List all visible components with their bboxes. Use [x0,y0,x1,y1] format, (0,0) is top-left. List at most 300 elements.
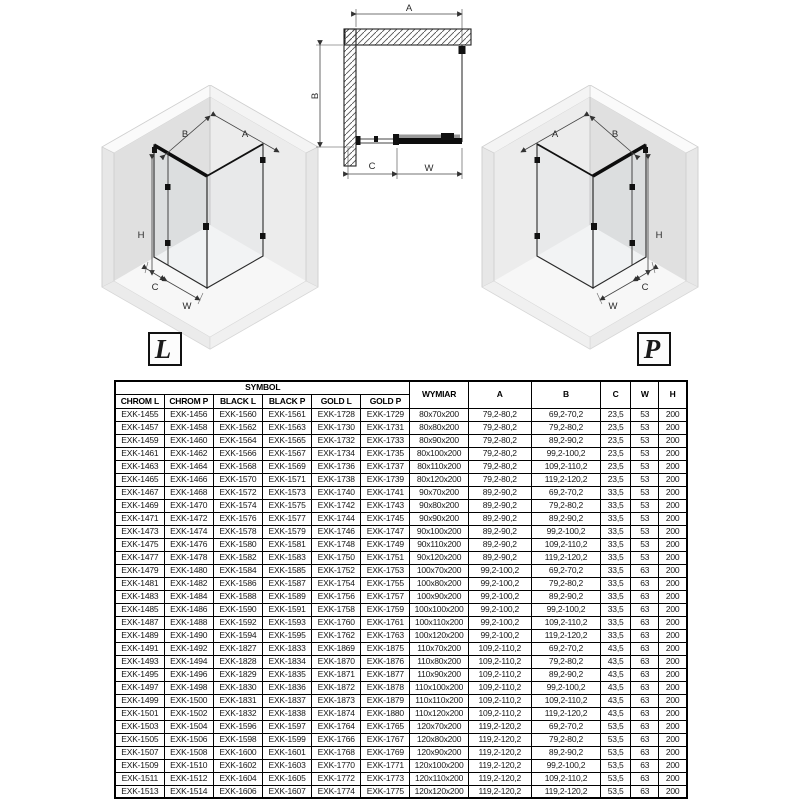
table-cell: 100x70x200 [410,564,468,577]
table-cell: EXK-1732 [312,434,361,447]
table-cell: 110x80x200 [410,655,468,668]
table-cell: EXK-1563 [262,421,311,434]
table-cell: 79,2-80,2 [468,473,531,486]
table-cell: 63 [631,655,659,668]
table-cell: EXK-1471 [115,512,164,525]
table-cell: EXK-1486 [164,603,213,616]
table-cell: 69,2-70,2 [531,720,600,733]
table-cell: 63 [631,785,659,798]
table-cell: 120x120x200 [410,785,468,798]
table-cell: 63 [631,603,659,616]
table-cell: EXK-1575 [262,499,311,512]
table-cell: EXK-1729 [361,408,410,421]
table-cell: EXK-1766 [312,733,361,746]
table-cell: EXK-1764 [312,720,361,733]
table-cell: EXK-1591 [262,603,311,616]
symbol-column-header: CHROM L [115,394,164,408]
table-cell: 63 [631,629,659,642]
table-cell: 53 [631,486,659,499]
table-cell: EXK-1457 [115,421,164,434]
table-cell: EXK-1482 [164,577,213,590]
table-cell: EXK-1771 [361,759,410,772]
table-cell: 109,2-110,2 [531,772,600,785]
table-row [115,668,687,681]
table-cell: EXK-1512 [164,772,213,785]
table-cell: 99,2-100,2 [468,577,531,590]
table-cell: 100x120x200 [410,629,468,642]
table-cell: EXK-1769 [361,746,410,759]
table-cell: 63 [631,681,659,694]
table-cell: 80x80x200 [410,421,468,434]
table-cell: 200 [659,499,687,512]
table-cell: EXK-1513 [115,785,164,798]
table-cell: EXK-1494 [164,655,213,668]
table-row [115,590,687,603]
table-cell: EXK-1473 [115,525,164,538]
table-cell: 69,2-70,2 [531,408,600,421]
table-cell: 99,2-100,2 [468,564,531,577]
table-cell: 200 [659,408,687,421]
table-cell: 119,2-120,2 [531,551,600,564]
table-cell: EXK-1753 [361,564,410,577]
table-cell: EXK-1509 [115,759,164,772]
dim-label-h-right: H [655,230,663,241]
table-cell: 69,2-70,2 [531,564,600,577]
table-cell: 53 [631,512,659,525]
table-cell: 53 [631,473,659,486]
table-cell: 120x80x200 [410,733,468,746]
table-cell: EXK-1750 [312,551,361,564]
table-cell: EXK-1872 [312,681,361,694]
table-cell: EXK-1574 [213,499,262,512]
table-cell: 119,2-120,2 [531,707,600,720]
table-cell: EXK-1588 [213,590,262,603]
table-cell: EXK-1502 [164,707,213,720]
table-cell: EXK-1475 [115,538,164,551]
table-cell: 99,2-100,2 [531,603,600,616]
spec-table [114,380,688,799]
table-cell: 63 [631,746,659,759]
table-cell: 23,5 [601,408,631,421]
table-cell: EXK-1581 [262,538,311,551]
table-cell: EXK-1497 [115,681,164,694]
table-cell: 53 [631,447,659,460]
dimension-column-header: A [468,381,531,408]
table-cell: 43,5 [601,642,631,655]
table-cell: 63 [631,733,659,746]
symbol-column-header: BLACK P [262,394,311,408]
table-cell: 89,2-90,2 [468,538,531,551]
table-cell: 43,5 [601,694,631,707]
table-cell: EXK-1568 [213,460,262,473]
table-cell: EXK-1762 [312,629,361,642]
table-cell: 80x70x200 [410,408,468,421]
table-cell: EXK-1474 [164,525,213,538]
table-cell: EXK-1500 [164,694,213,707]
table-cell: EXK-1879 [361,694,410,707]
variant-badge-right [637,332,671,366]
table-cell: 53 [631,408,659,421]
table-cell: EXK-1754 [312,577,361,590]
dim-label-b-left: B [181,129,189,140]
table-cell: 119,2-120,2 [468,733,531,746]
table-row [115,473,687,486]
table-cell: EXK-1829 [213,668,262,681]
table-cell: EXK-1501 [115,707,164,720]
table-cell: EXK-1730 [312,421,361,434]
dim-label-w-plan: W [424,163,434,174]
table-cell: EXK-1586 [213,577,262,590]
table-cell: EXK-1485 [115,603,164,616]
table-cell: EXK-1600 [213,746,262,759]
table-cell: EXK-1737 [361,460,410,473]
table-cell: 33,5 [601,551,631,564]
table-cell: EXK-1836 [262,681,311,694]
table-cell: 33,5 [601,616,631,629]
table-row [115,525,687,538]
table-cell: EXK-1484 [164,590,213,603]
table-cell: 99,2-100,2 [468,616,531,629]
table-cell: 109,2-110,2 [531,460,600,473]
table-row [115,486,687,499]
table-cell: EXK-1511 [115,772,164,785]
table-cell: EXK-1832 [213,707,262,720]
table-cell: EXK-1767 [361,733,410,746]
table-cell: EXK-1877 [361,668,410,681]
table-cell: 200 [659,577,687,590]
table-cell: 90x120x200 [410,551,468,564]
table-cell: EXK-1493 [115,655,164,668]
table-cell: 53 [631,525,659,538]
table-cell: EXK-1504 [164,720,213,733]
table-cell: 33,5 [601,525,631,538]
table-cell: 200 [659,434,687,447]
table-cell: 119,2-120,2 [468,772,531,785]
table-cell: 43,5 [601,668,631,681]
table-cell: EXK-1567 [262,447,311,460]
table-cell: EXK-1576 [213,512,262,525]
table-cell: 80x90x200 [410,434,468,447]
table-cell: EXK-1876 [361,655,410,668]
table-cell: 120x70x200 [410,720,468,733]
table-cell: 23,5 [601,434,631,447]
table-cell: EXK-1466 [164,473,213,486]
variant-badge-left [148,332,182,366]
table-cell: 200 [659,486,687,499]
table-cell: 119,2-120,2 [468,746,531,759]
table-cell: EXK-1587 [262,577,311,590]
plan-view-diagram [310,2,480,192]
table-cell: 89,2-90,2 [468,525,531,538]
table-cell: 110x120x200 [410,707,468,720]
table-cell: 200 [659,473,687,486]
table-cell: EXK-1830 [213,681,262,694]
table-cell: 69,2-70,2 [531,486,600,499]
table-cell: 200 [659,681,687,694]
table-cell: 90x110x200 [410,538,468,551]
table-cell: EXK-1870 [312,655,361,668]
table-cell: EXK-1731 [361,421,410,434]
dim-label-c-right: C [641,282,649,293]
table-cell: EXK-1490 [164,629,213,642]
table-cell: 99,2-100,2 [468,603,531,616]
table-cell: 23,5 [601,447,631,460]
table-cell: EXK-1597 [262,720,311,733]
table-row [115,408,687,421]
table-row [115,759,687,772]
table-cell: EXK-1768 [312,746,361,759]
table-cell: EXK-1773 [361,772,410,785]
table-cell: 63 [631,564,659,577]
table-row [115,681,687,694]
table-cell: EXK-1468 [164,486,213,499]
table-cell: EXK-1480 [164,564,213,577]
table-cell: EXK-1835 [262,668,311,681]
table-cell: EXK-1874 [312,707,361,720]
table-cell: EXK-1462 [164,447,213,460]
table-cell: 200 [659,694,687,707]
dimension-column-header: C [601,381,631,408]
table-cell: EXK-1483 [115,590,164,603]
table-cell: 63 [631,707,659,720]
table-row [115,642,687,655]
table-cell: 89,2-90,2 [468,486,531,499]
table-cell: EXK-1582 [213,551,262,564]
table-cell: EXK-1566 [213,447,262,460]
symbol-column-header: CHROM P [164,394,213,408]
table-cell: EXK-1735 [361,447,410,460]
table-cell: 99,2-100,2 [468,590,531,603]
table-row [115,655,687,668]
table-cell: 110x100x200 [410,681,468,694]
table-row [115,629,687,642]
table-cell: 200 [659,590,687,603]
table-cell: 33,5 [601,512,631,525]
dimension-column-header: H [659,381,687,408]
table-cell: 90x70x200 [410,486,468,499]
table-cell: 99,2-100,2 [531,525,600,538]
table-cell: 99,2-100,2 [531,447,600,460]
table-cell: EXK-1560 [213,408,262,421]
table-cell: EXK-1760 [312,616,361,629]
table-cell: 33,5 [601,590,631,603]
table-cell: EXK-1763 [361,629,410,642]
table-cell: EXK-1775 [361,785,410,798]
table-cell: 109,2-110,2 [531,694,600,707]
table-cell: EXK-1508 [164,746,213,759]
table-cell: 200 [659,460,687,473]
table-cell: 33,5 [601,564,631,577]
table-cell: EXK-1880 [361,707,410,720]
table-cell: 79,2-80,2 [531,577,600,590]
table-cell: EXK-1590 [213,603,262,616]
table-cell: 99,2-100,2 [468,629,531,642]
table-cell: EXK-1465 [115,473,164,486]
table-cell: EXK-1599 [262,733,311,746]
symbol-column-header: GOLD P [361,394,410,408]
variant-letter-p: P [643,333,661,364]
table-cell: 53,5 [601,772,631,785]
table-cell: EXK-1741 [361,486,410,499]
table-cell: 109,2-110,2 [468,681,531,694]
table-cell: 119,2-120,2 [468,759,531,772]
table-row [115,538,687,551]
table-cell: EXK-1499 [115,694,164,707]
table-cell: 119,2-120,2 [531,629,600,642]
table-cell: EXK-1458 [164,421,213,434]
table-cell: EXK-1745 [361,512,410,525]
table-cell: EXK-1487 [115,616,164,629]
table-cell: EXK-1736 [312,460,361,473]
table-row [115,772,687,785]
dim-label-b-right: B [611,129,619,140]
table-row [115,460,687,473]
dim-label-h-left: H [137,230,145,241]
table-cell: 100x100x200 [410,603,468,616]
table-cell: 53,5 [601,733,631,746]
table-cell: EXK-1770 [312,759,361,772]
table-cell: EXK-1598 [213,733,262,746]
table-row [115,447,687,460]
table-cell: EXK-1496 [164,668,213,681]
table-cell: 89,2-90,2 [531,668,600,681]
table-cell: 80x100x200 [410,447,468,460]
table-cell: EXK-1584 [213,564,262,577]
table-cell: 89,2-90,2 [531,434,600,447]
table-cell: EXK-1738 [312,473,361,486]
table-cell: 200 [659,421,687,434]
variant-letter-l: L [154,333,172,364]
table-cell: EXK-1564 [213,434,262,447]
table-cell: 89,2-90,2 [531,590,600,603]
table-cell: 43,5 [601,707,631,720]
table-cell: EXK-1837 [262,694,311,707]
table-cell: EXK-1571 [262,473,311,486]
table-row [115,512,687,525]
table-cell: 89,2-90,2 [531,746,600,759]
table-cell: 110x110x200 [410,694,468,707]
table-row [115,564,687,577]
table-cell: EXK-1562 [213,421,262,434]
isometric-diagram-left [95,85,325,370]
glass-plan [356,45,466,145]
table-cell: 119,2-120,2 [468,720,531,733]
table-cell: EXK-1596 [213,720,262,733]
table-cell: EXK-1463 [115,460,164,473]
table-cell: EXK-1503 [115,720,164,733]
table-cell: EXK-1495 [115,668,164,681]
table-cell: EXK-1834 [262,655,311,668]
table-cell: EXK-1758 [312,603,361,616]
table-row [115,785,687,798]
table-cell: 79,2-80,2 [531,733,600,746]
table-cell: EXK-1470 [164,499,213,512]
table-cell: 53,5 [601,720,631,733]
dim-label-c-plan: C [368,161,376,172]
table-cell: EXK-1481 [115,577,164,590]
table-cell: 119,2-120,2 [531,473,600,486]
table-cell: 23,5 [601,421,631,434]
table-cell: 200 [659,759,687,772]
table-cell: 200 [659,525,687,538]
table-row [115,551,687,564]
table-cell: 33,5 [601,577,631,590]
table-cell: 200 [659,733,687,746]
table-cell: EXK-1878 [361,681,410,694]
table-cell: EXK-1573 [262,486,311,499]
table-row [115,746,687,759]
table-cell: EXK-1472 [164,512,213,525]
table-cell: EXK-1759 [361,603,410,616]
table-cell: EXK-1469 [115,499,164,512]
table-cell: EXK-1873 [312,694,361,707]
table-cell: 200 [659,616,687,629]
table-cell: 200 [659,564,687,577]
table-cell: 79,2-80,2 [531,421,600,434]
table-cell: 53 [631,499,659,512]
table-cell: EXK-1585 [262,564,311,577]
table-cell: EXK-1828 [213,655,262,668]
symbol-column-header: BLACK L [213,394,262,408]
table-cell: EXK-1579 [262,525,311,538]
table-row [115,720,687,733]
table-cell: 53,5 [601,785,631,798]
table-cell: EXK-1577 [262,512,311,525]
dim-label-a-left: A [241,129,249,140]
table-cell: 200 [659,772,687,785]
table-cell: EXK-1748 [312,538,361,551]
table-row [115,603,687,616]
table-cell: 90x80x200 [410,499,468,512]
table-cell: EXK-1489 [115,629,164,642]
table-cell: 63 [631,616,659,629]
table-cell: EXK-1510 [164,759,213,772]
table-cell: 119,2-120,2 [531,785,600,798]
table-cell: 200 [659,603,687,616]
table-cell: 63 [631,577,659,590]
dimension-column-header: WYMIAR [410,381,468,408]
table-cell: EXK-1747 [361,525,410,538]
table-cell: EXK-1592 [213,616,262,629]
table-cell: 80x110x200 [410,460,468,473]
table-cell: EXK-1569 [262,460,311,473]
table-cell: EXK-1570 [213,473,262,486]
table-cell: EXK-1603 [262,759,311,772]
isometric-diagram-right [475,85,705,370]
dim-label-w-left: W [182,301,192,312]
table-cell: EXK-1456 [164,408,213,421]
table-cell: EXK-1455 [115,408,164,421]
table-cell: EXK-1606 [213,785,262,798]
table-cell: EXK-1739 [361,473,410,486]
table-cell: 63 [631,590,659,603]
table-row [115,499,687,512]
table-row [115,434,687,447]
table-cell: 63 [631,759,659,772]
table-cell: 110x70x200 [410,642,468,655]
table-row [115,616,687,629]
table-cell: EXK-1601 [262,746,311,759]
table-cell: 63 [631,772,659,785]
table-header-row [115,381,687,394]
table-cell: 79,2-80,2 [468,460,531,473]
table-cell: 23,5 [601,473,631,486]
table-cell: 53 [631,421,659,434]
table-cell: EXK-1743 [361,499,410,512]
table-cell: 63 [631,720,659,733]
table-cell: 200 [659,746,687,759]
table-cell: EXK-1734 [312,447,361,460]
